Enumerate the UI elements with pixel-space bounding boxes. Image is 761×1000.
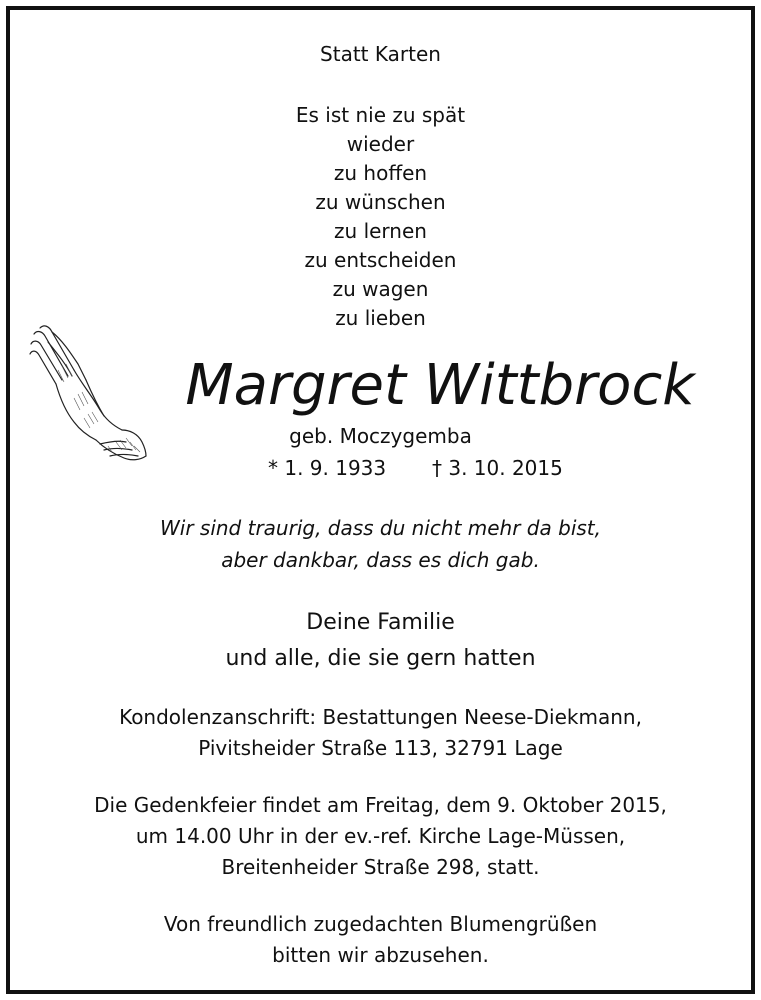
condolence-line-1: Kondolenzanschrift: Bestattungen Neese-Diekmann, <box>119 705 642 729</box>
death-date: † 3. 10. 2015 <box>432 456 563 480</box>
poem-line-1: Es ist nie zu spät <box>295 103 466 127</box>
service-line-1: Die Gedenkfeier findet am Freitag, dem 9. Oktober 2015, <box>94 793 667 817</box>
poem-line-5: zu lernen <box>334 219 427 243</box>
farewell-line-2: aber dankbar, dass es dich gab. <box>221 548 540 572</box>
poem-line-6: zu entscheiden <box>304 248 457 272</box>
poem-line-2: wieder <box>346 132 415 156</box>
deceased-name: Margret Wittbrock <box>185 353 695 418</box>
mourners-line-1: Deine Familie <box>306 610 455 635</box>
maiden-name: geb. Moczygemba <box>289 424 472 448</box>
service-line-2: um 14.00 Uhr in der ev.-ref. Kirche Lage-Müssen, <box>135 824 626 848</box>
poem-line-7: zu wagen <box>332 277 429 301</box>
poem-line-4: zu wünschen <box>315 190 446 214</box>
poem-line-3: zu hoffen <box>333 161 428 185</box>
flowers-line-1: Von freundlich zugedachten Blumengrüßen <box>163 912 598 936</box>
farewell-line-1: Wir sind traurig, dass du nicht mehr da bist, <box>159 516 601 540</box>
flowers-line-2: bitten wir abzusehen. <box>272 943 489 967</box>
birth-date: * 1. 9. 1933 <box>268 456 387 480</box>
statt-karten-label: Statt Karten <box>320 42 441 66</box>
poem-line-8: zu lieben <box>335 306 426 330</box>
mourners-line-2: und alle, die sie gern hatten <box>225 646 536 671</box>
condolence-line-2: Pivitsheider Straße 113, 32791 Lage <box>198 736 563 760</box>
service-line-3: Breitenheider Straße 298, statt. <box>221 855 540 879</box>
